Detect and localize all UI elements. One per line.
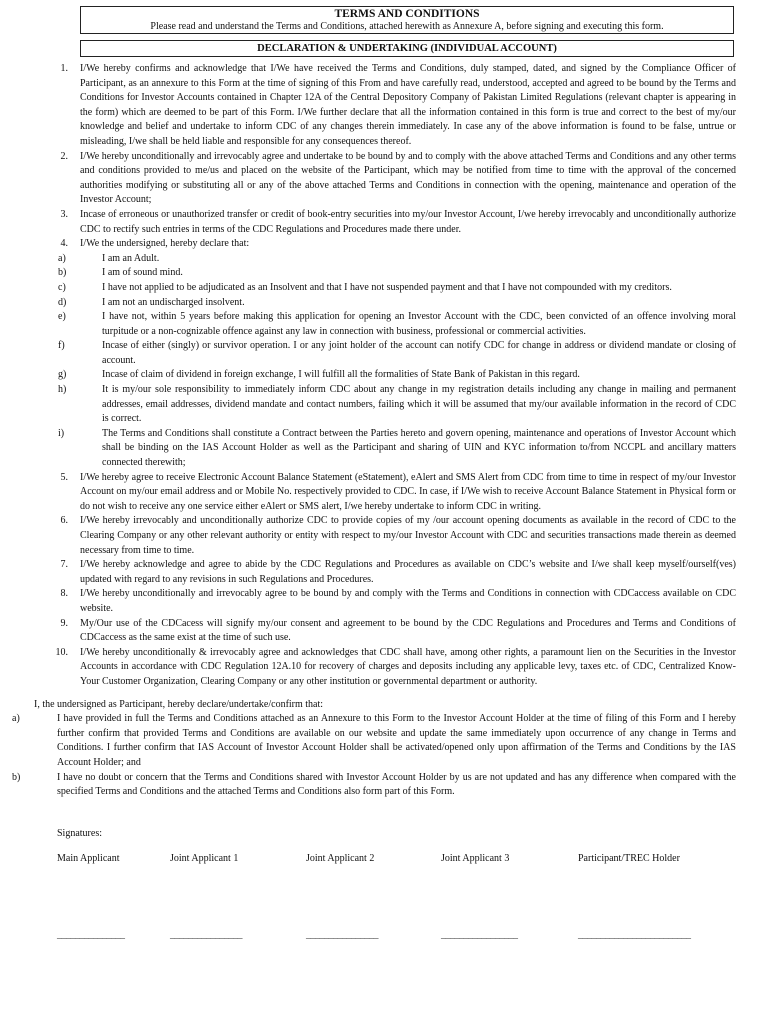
list-item: 2. I/We hereby unconditionally and irrevocably agree and undertake to be bound by and to comply with the above attached Terms and Conditions and any other terms and conditions provided to me/us and placed on the website of the Participant, which may be notified from time to time with the approval of the concerned authorities modifying or substituting all or any of the above attached Terms and Conditions in connection with the opening, maintenance and operation of the Investor Account; [60, 150, 736, 206]
list-item: 9. My/Our use of the CDCacess will signify my/our consent and agreement to be bound by the CDC Regulations and Procedures and Terms and Conditions of CDCaccess as the same exist at the time of such use. [60, 617, 736, 644]
sub-list-item: g) Incase of claim of dividend in foreign exchange, I will fulfill all the formalities of State Bank of Pakistan in this regard. [58, 369, 580, 381]
signatory-joint-applicant-3: Joint Applicant 3 [441, 853, 510, 864]
terms-header-box [80, 6, 734, 34]
participant-item: b) I have no doubt or concern that the Terms and Conditions shared with Investor Account Holder by us are not updated and has any difference when compared with the specified Terms and Conditions and the attached Terms and Conditions also form part of this Form. [12, 771, 736, 798]
signature-line: _______________ [57, 929, 125, 940]
list-item: 4. I/We the undersigned, hereby declare that: [60, 238, 250, 250]
signatory-participant: Participant/TREC Holder [578, 853, 680, 864]
participant-item: a) I have provided in full the Terms and Conditions attached as an Annexure to this Form to the Investor Account Holder at the time of filing of this Form and I hereby further confirm that provided Terms and Conditions are available on our website and update the same immediately upon occurrence of any change in Terms and Conditions. I further confirm that IAS Account of Investor Account Holder shall be activated/opened only upon affirmation of the Terms and Conditions by the IAS Account Holder; and [12, 713, 736, 768]
list-item: 6. I/We hereby irrevocably and unconditionally authorize CDC to provide copies of my /our account opening documents as available in the record of CDC to the Clearing Company or any other relevant authority or entity with respect to my/our Investor Account with CDC and securities transactions made therein as deemed necessary from time to time. [60, 515, 736, 556]
signatory-main-applicant: Main Applicant [57, 853, 120, 864]
participant-intro: I, the undersigned as Participant, hereby declare/undertake/confirm that: [34, 698, 324, 710]
declaration-body [0, 62, 770, 800]
list-item: 8. I/We hereby unconditionally and irrevocably agree to be bound by and comply with the Terms and Conditions in connection with CDCaccess available on CDC website. [60, 588, 736, 614]
list-item: 7. I/We hereby acknowledge and agree to abide by the CDC Regulations and Procedures as available on CDC’s website and I/we shall keep myself/ourself(ves) updated with regard to any revisions in such Regulations and Procedures. [60, 559, 736, 585]
terms-subtitle: Please read and understand the Terms and Conditions, attached herewith as Annexure A, before signing and executing this form. [150, 21, 664, 32]
sub-list-item: d) I am not an undischarged insolvent. [58, 296, 245, 308]
sub-list-item: f) Incase of either (singly) or survivor operation. I or any joint holder of the account can notify CDC for change in address or dividend mandate or closing of account. [58, 340, 736, 366]
list-item: 10. I/We hereby unconditionally & irrevocably agree and acknowledges that CDC shall have, among other rights, a paramount lien on the Securities in the Investor Accounts in accordance with CDC Regulation 12A.10 for recovery of charges and deposits including any applicable levy, taxes etc. of CDC, Centralized Know-Your Customer Organization, Clearing Company or any other institution or governmental department or authority. [55, 646, 736, 687]
signatory-joint-applicant-1: Joint Applicant 1 [170, 853, 239, 864]
list-item: 5. I/We hereby agree to receive Electronic Account Balance Statement (eStatement), eAlert and SMS Alert from CDC from time to time in respect of my/our Investor Account on my/our email address and or Mobile No. respectively provided to CDC. In case, if I/We wish to receive Account Balance Statement in Physical form or do not wish to receive any one service either eAlert or SMS alert, I/we hereby undertake to inform CDC in writing. [60, 471, 736, 512]
signature-line: ________________ [306, 929, 378, 940]
sub-list-item: b) I am of sound mind. [58, 267, 183, 279]
signature-line: _________________________ [578, 929, 691, 940]
signatory-joint-applicant-2: Joint Applicant 2 [306, 853, 375, 864]
list-item: 3. Incase of erroneous or unauthorized transfer or credit of book-entry securities into my/our Investor Account, I/we hereby irrevocably and unconditionally authorize CDC to rectify such entries in terms of the CDC Regulations and Procedures made there under. [60, 208, 736, 235]
sub-list-item: c) I have not applied to be adjudicated as an Insolvent and that I have not suspended payment and that I have not compounded with my creditors. [58, 281, 672, 293]
sub-list-item: h) It is my/our sole responsibility to immediately inform CDC about any change in my registration details including any change in mailing and permanent addresses, email addresses, dividend mandate and contact numbers, failing which it will be assumed that my/our available information in the record of CDC is correct. [58, 384, 736, 425]
terms-title: TERMS AND CONDITIONS [334, 8, 480, 20]
signatures-label: Signatures: [57, 828, 102, 839]
sub-list-item: i) The Terms and Conditions shall constitute a Contract between the Parties hereto and govern opening, maintenance and operations of Investor Account which shall be binding on the IAS Account Holder as well as the Participant and sharing of UIN and KYC information to/from NCCPL and ancillary matters connected therewith; [58, 427, 736, 469]
sub-list-item: a) I am an Adult. [58, 252, 160, 264]
sub-list-item: e) I have not, within 5 years before making this application for opening an Investor Account with the CDC, been convicted of an offence involving moral turpitude or a non-cognizable offence against any law in connection with business, professional or commercial activities. [58, 311, 736, 337]
signature-line: _________________ [441, 929, 518, 940]
list-item: 1. I/We hereby confirms and acknowledge that I/We have received the Terms and Conditions, duly stamped, dated, and signed by the Compliance Officer of Participant, as an annexure to this Form at the time of signing of this From and have carefully read, understood, accepted and agreed to be bound by the Terms and Conditions for Investor Accounts contained in Chapter 12A of the Central Depository Company of Pakistan Limited Regulations (relevant chapter is appearing in the form) which are deemed to be part of this Form. I/We further declare that all the information contained in this form is true and correct to the best of my/our knowledge and belief and undertake to inform CDC of any changes therein immediately. In case any of the above information is found to be false, untrue or misleading, I/we shall be held liable and responsible for any consequences thereof. [60, 63, 736, 147]
declaration-title: DECLARATION & UNDERTAKING (INDIVIDUAL ACCOUNT) [80, 40, 734, 57]
signature-line: ________________ [170, 929, 242, 940]
